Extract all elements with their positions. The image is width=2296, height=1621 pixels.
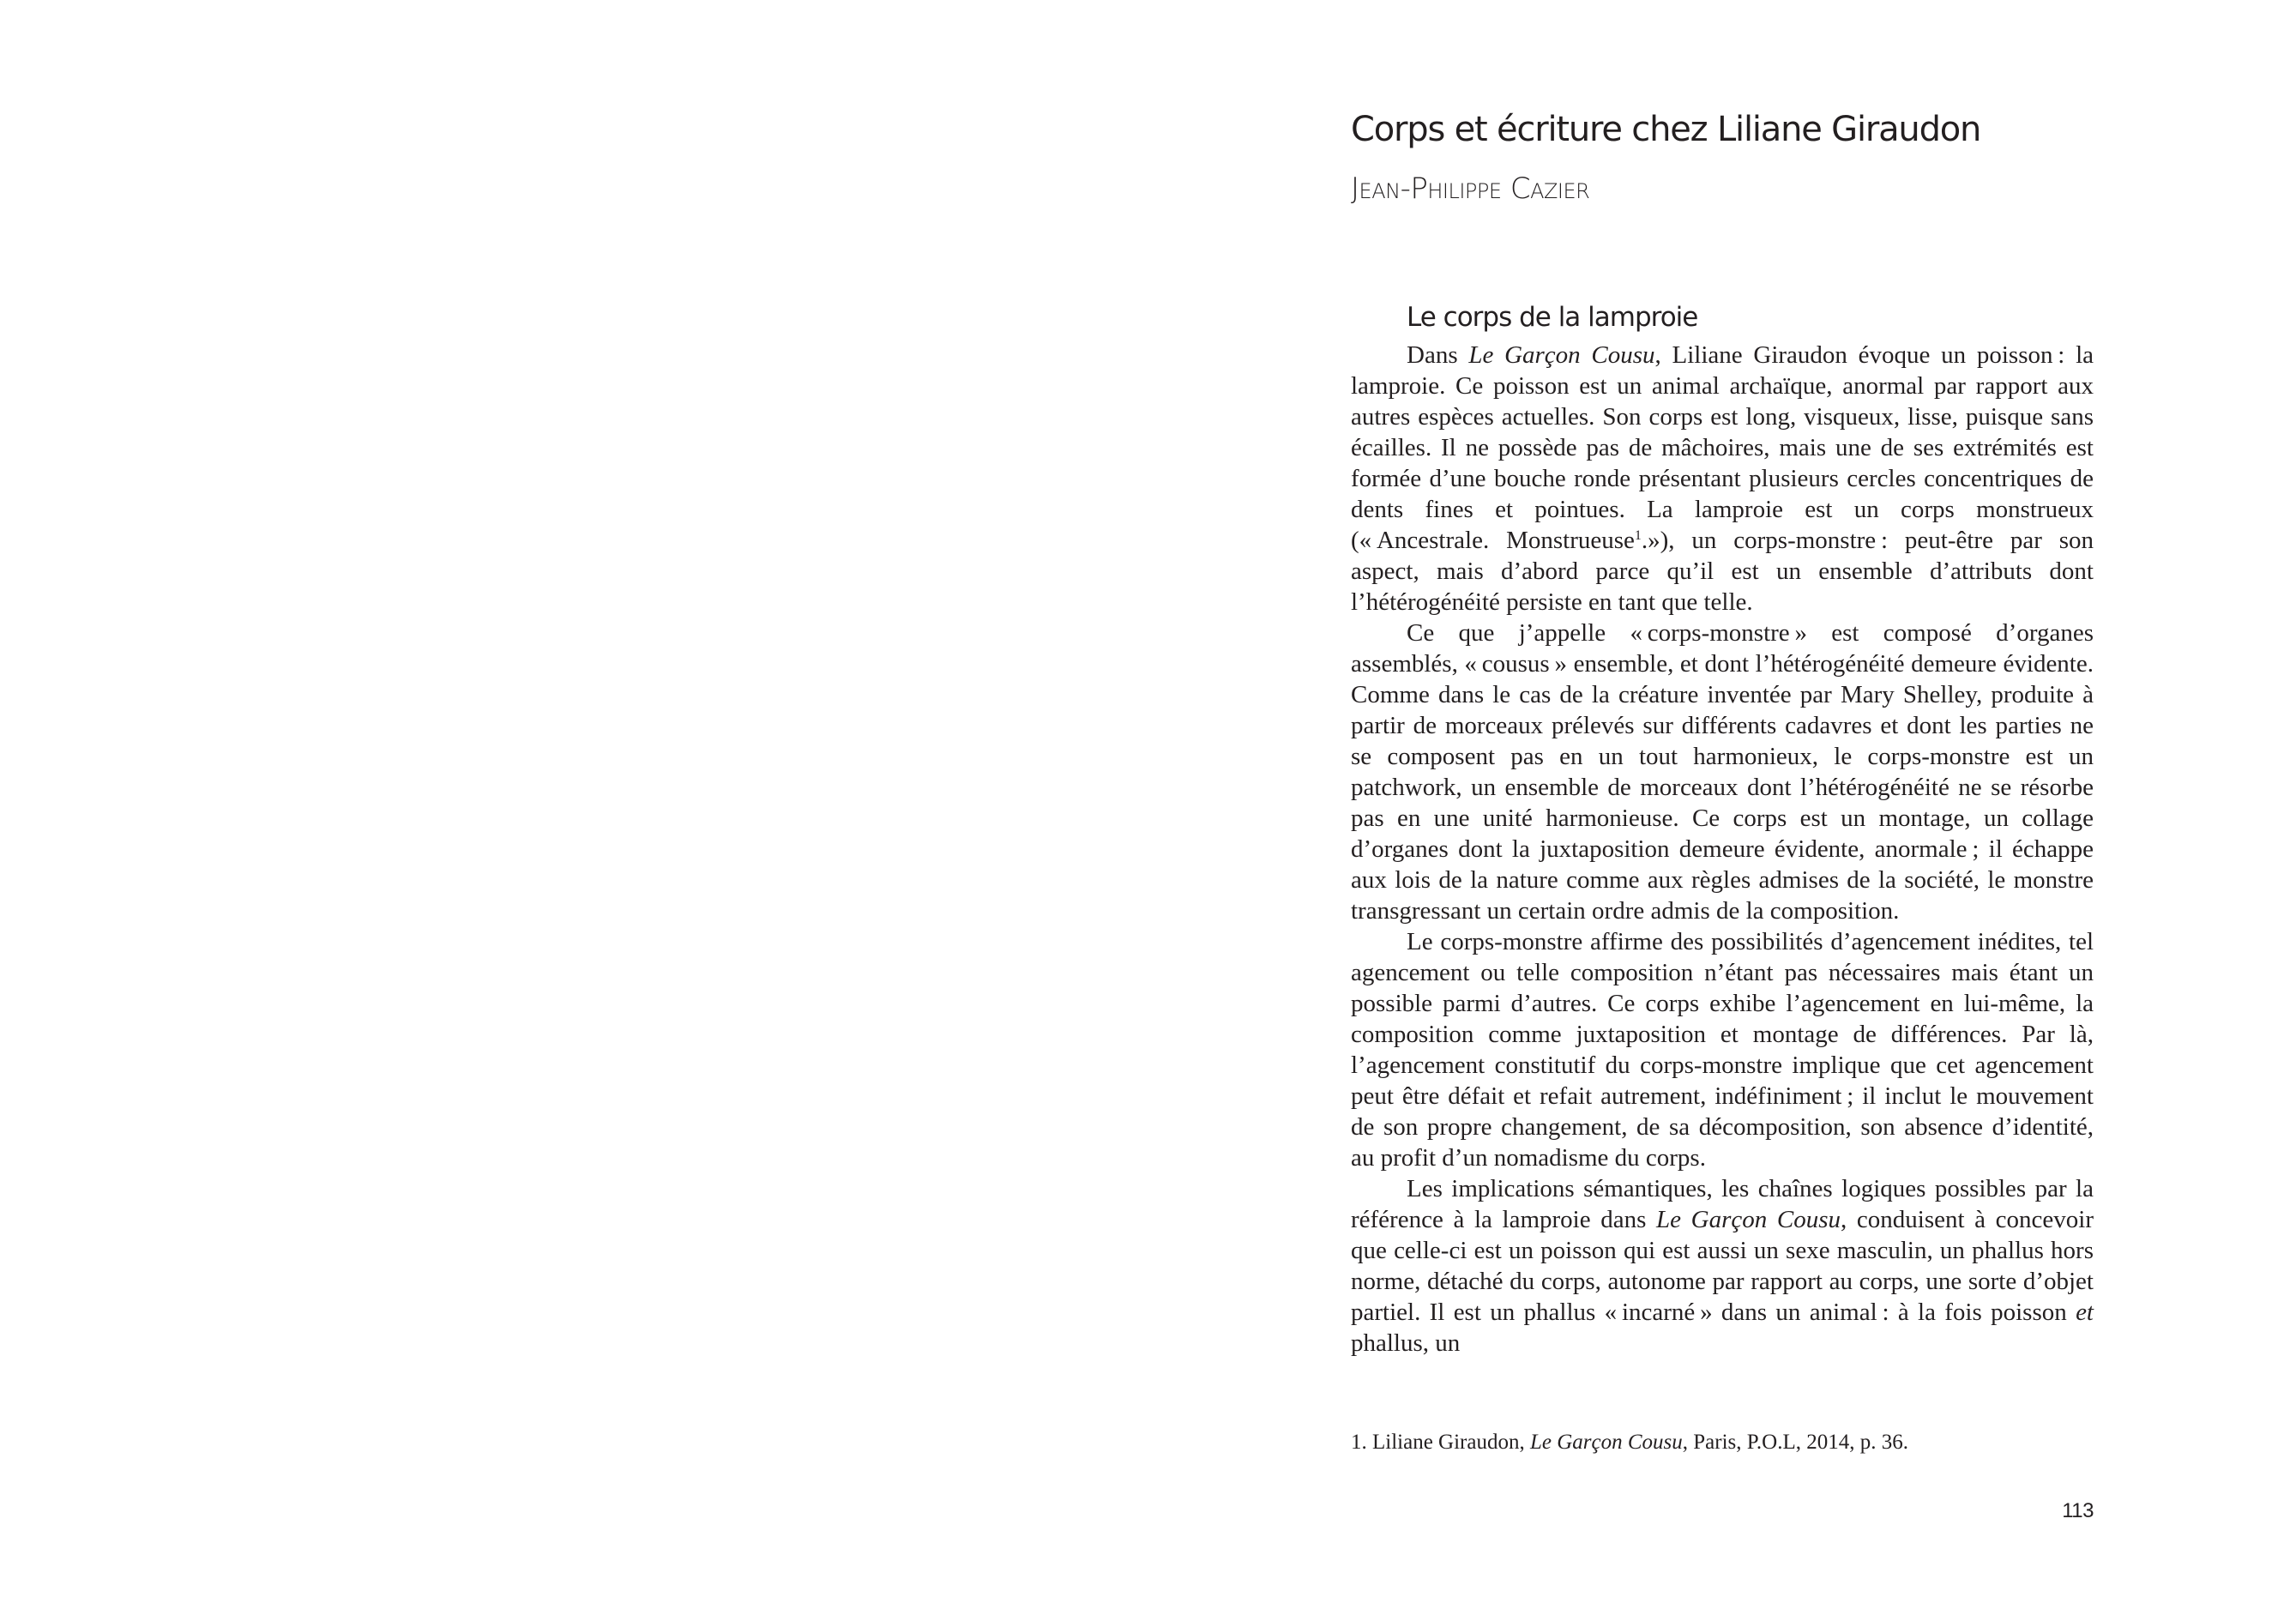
- text-run: Ce que j’appelle « corps-monstre » est composé d’organes assemblés, « cousus » ensemble, et dont l’hétérogénéité demeure évidente. Comme dans le cas de la créature inventée par Mary Shelley, produite à partir de morceaux prélevés sur différents cadavres et dont les parties ne se composent pas en un tout harmonieux, le corps-monstre est un patchwork, un ensemble de morceaux dont l’hétérogénéité ne se résorbe pas en une unité harmonieuse. Ce corps est un montage, un collage d’organes dont la juxtaposition demeure évidente, anormale ; il échappe aux lois de la nature comme aux règles admises de la société, le monstre transgressant un certain ordre admis de la composition.: [1351, 619, 2094, 925]
- footnote-author: Liliane Giraudon,: [1366, 1431, 1530, 1454]
- italic-text: Le Garçon Cousu: [1656, 1206, 1841, 1233]
- body-text: [1351, 340, 2094, 1359]
- paragraph: [1351, 340, 2094, 618]
- article-author: Jean-Philippe Cazier: [1351, 172, 1590, 206]
- text-run: Les implications sémantiques, les chaînes logiques possibles par la référence à la lamproie dans: [1351, 1175, 2094, 1233]
- text-run: phallus, un: [1351, 1329, 1461, 1357]
- footnote-ref[interactable]: 1: [1634, 528, 1642, 543]
- paragraph: [1351, 1173, 2094, 1359]
- section-heading: Le corps de la lamproie: [1407, 302, 1698, 333]
- text-run: , conduisent à concevoir que celle-ci est un poisson qui est aussi un sexe masculin, un phallus hors norme, détaché du corps, autonome par rapport au corps, une sorte d’objet partiel. Il est un phallus « incarné » dans un animal : à la fois poisson: [1351, 1206, 2094, 1326]
- footnote-details: , Paris, P.O.L, 2014, p. 36.: [1682, 1431, 1908, 1454]
- paragraph: [1351, 926, 2094, 1173]
- footnote: [1351, 1431, 1908, 1455]
- text-run: Dans: [1407, 341, 1469, 369]
- footnote-work-title: Le Garçon Cousu: [1529, 1431, 1683, 1454]
- paragraph: [1351, 618, 2094, 926]
- article-title: Corps et écriture chez Liliane Giraudon: [1351, 110, 1981, 149]
- footnote-number: 1.: [1351, 1431, 1367, 1454]
- italic-text: et: [2076, 1299, 2094, 1326]
- text-run: , Liliane Giraudon évoque un poisson : la lamproie. Ce poisson est un animal archaïque, anormal par rapport aux autres espèces actuelles. Son corps est long, visqueux, lisse, puisque sans écailles. Il ne possède pas de mâchoires, mais une de ses extrémités est formée d’une bouche ronde présentant plusieurs cercles concentriques de dents fines et pointues. La lamproie est un corps monstrueux (« Ancestrale. Monstrueuse: [1351, 341, 2094, 554]
- text-run: .»), un corps-monstre : peut-être par son aspect, mais d’abord parce qu’il est un ensemble d’attributs dont l’hétérogénéité persiste en tant que telle.: [1351, 527, 2094, 616]
- italic-text: Le Garçon Cousu: [1468, 341, 1655, 369]
- text-run: Le corps-monstre affirme des possibilités d’agencement inédites, tel agencement ou telle composition n’étant pas nécessaires mais étant un possible parmi d’autres. Ce corps exhibe l’agencement en lui-même, la composition comme juxtaposition et montage de différences. Par là, l’agencement constitutif du corps-monstre implique que cet agencement peut être défait et refait autrement, indéfiniment ; il inclut le mouvement de son propre changement, de sa décomposition, son absence d’identité, au profit d’un nomadisme du corps.: [1351, 928, 2094, 1172]
- page-number: 113: [2062, 1499, 2094, 1522]
